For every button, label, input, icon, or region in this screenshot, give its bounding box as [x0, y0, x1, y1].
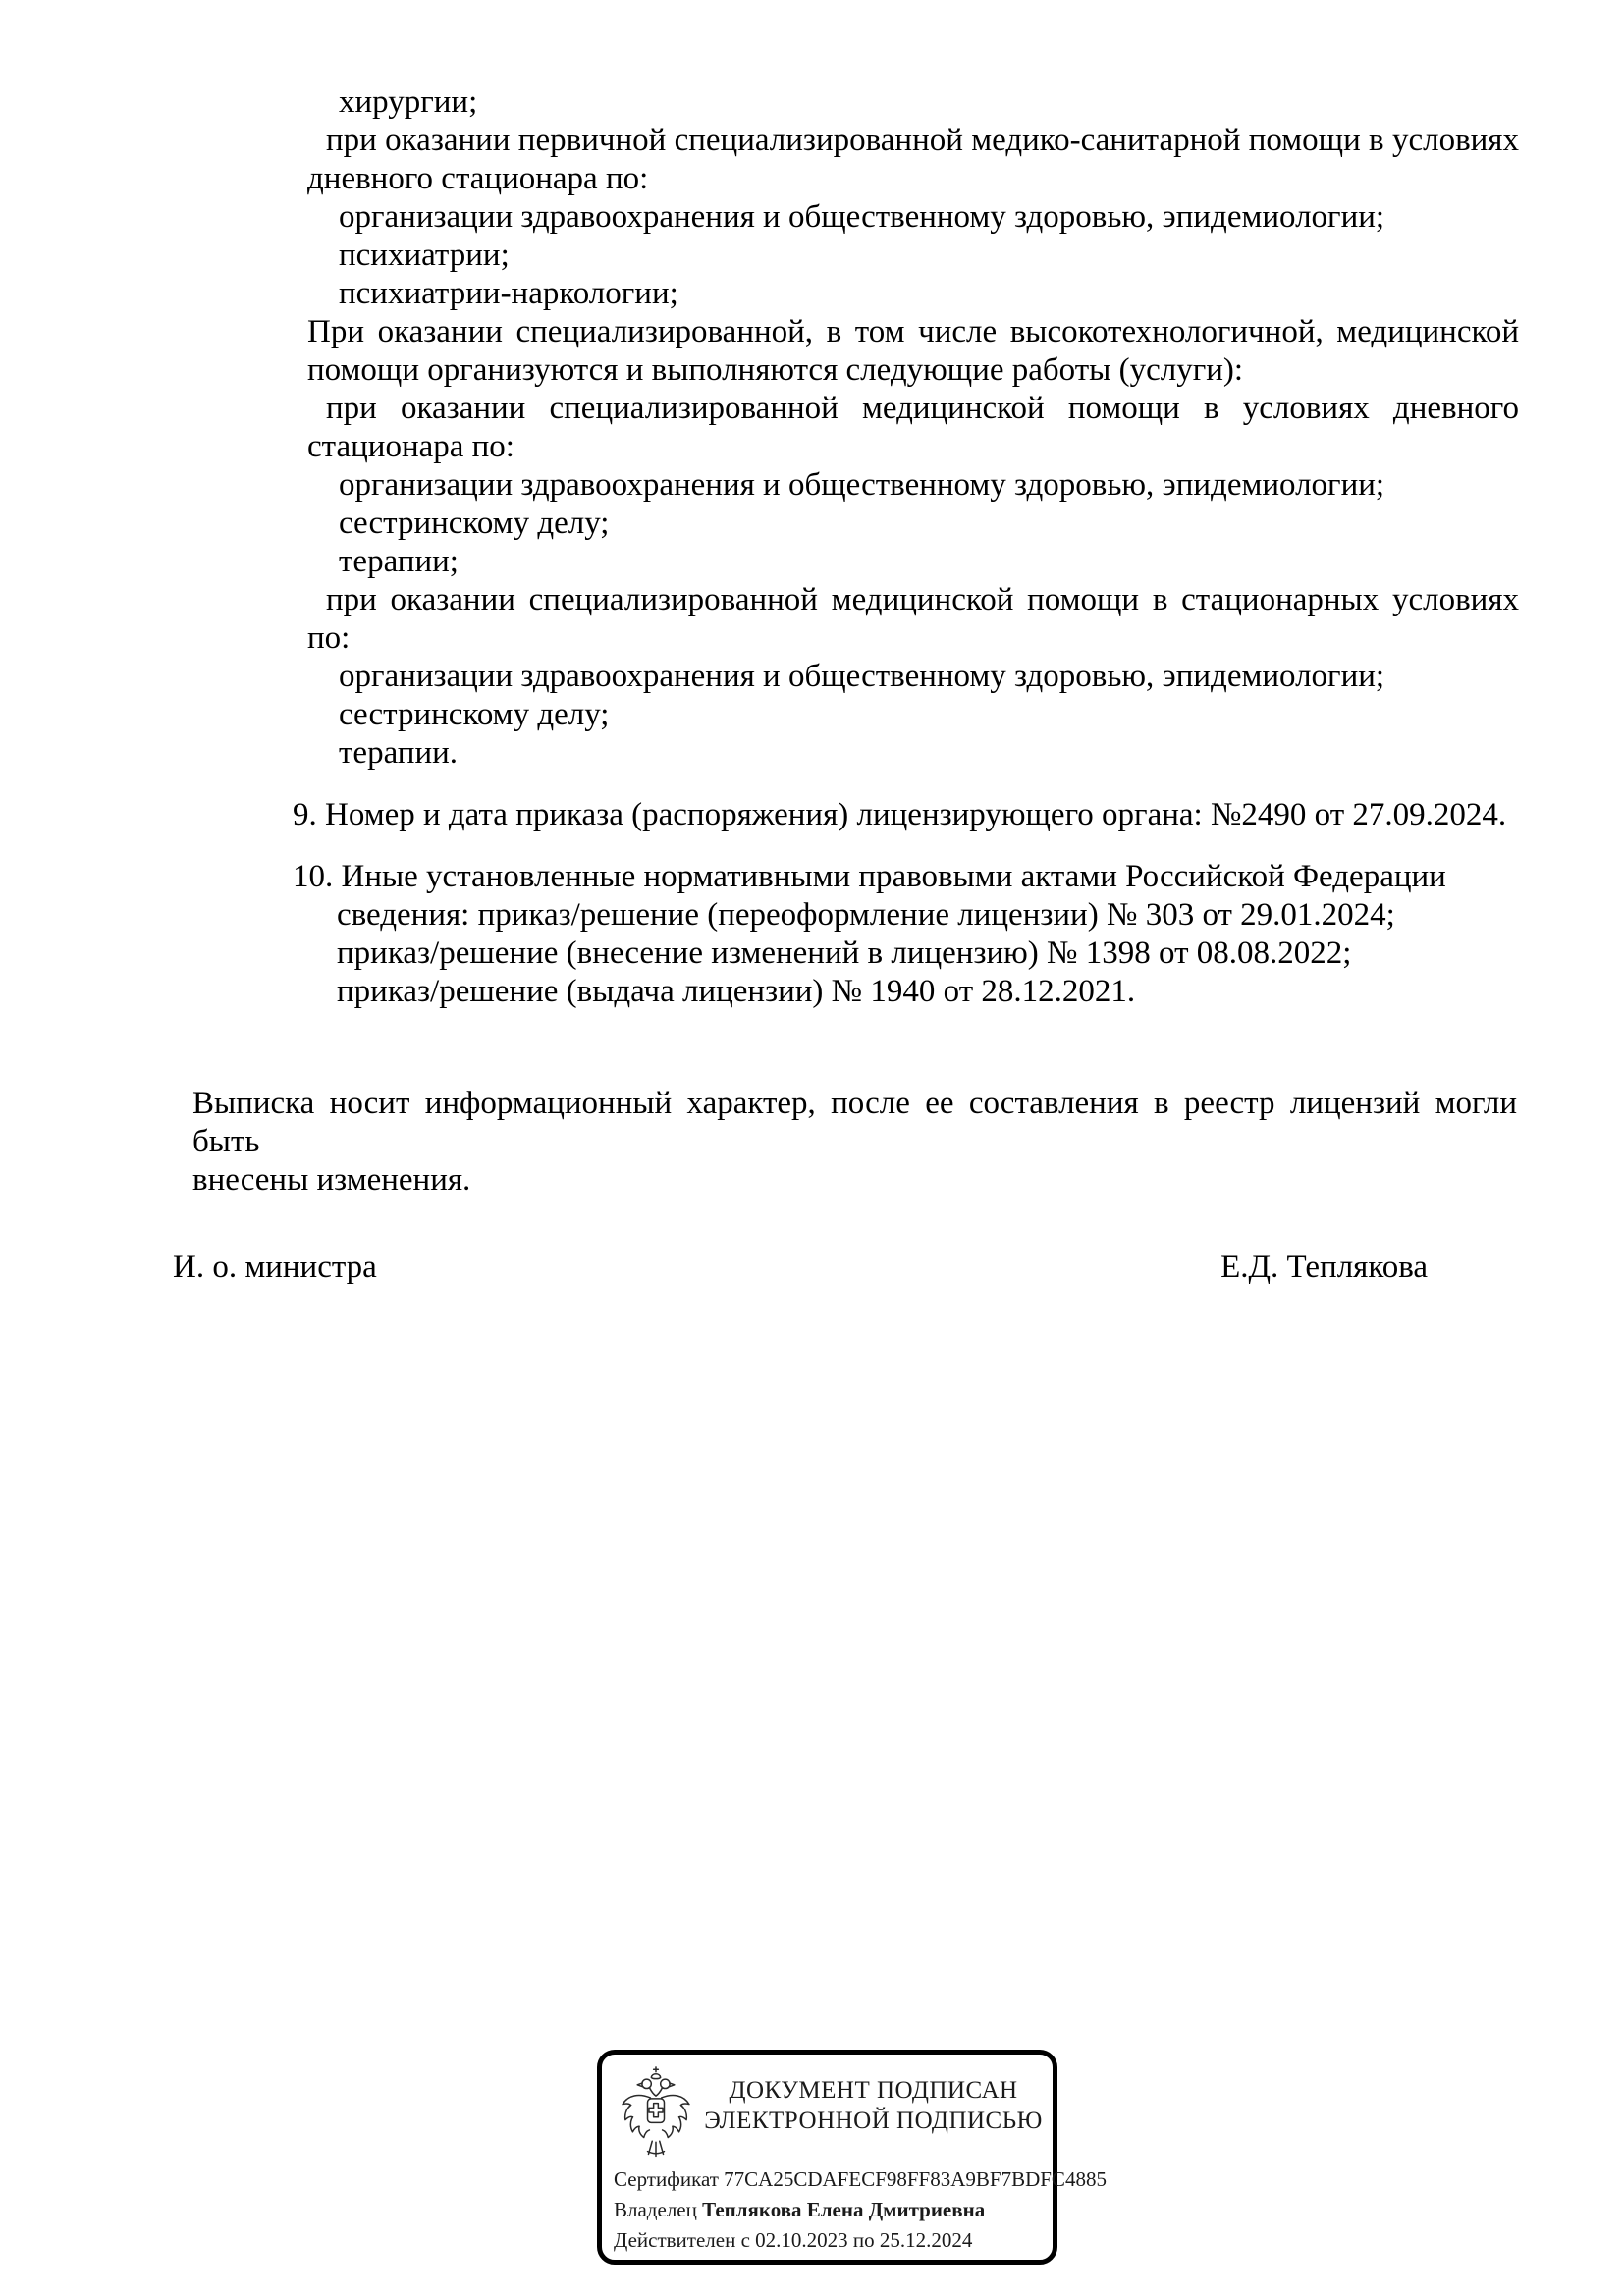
body-line: при оказании специализированной медицинской помощи в условиях дневного — [326, 391, 1519, 426]
stamp-details — [614, 2164, 1107, 2256]
certificate-line: Сертификат 77CA25CDAFECF98FF83A9BF7BDFC4885 — [614, 2167, 1107, 2191]
note-line: Выписка носит информационный характер, после ее составления в реестр лицензий могли быть — [192, 1086, 1517, 1159]
license-works-section — [0, 83, 1624, 1011]
signature-position: И. о. министра — [173, 1250, 377, 1285]
body-line: организации здравоохранения и общественному здоровью, эпидемиологии; — [339, 467, 1385, 503]
roszdravnadzor-emblem-icon — [619, 2065, 693, 2162]
note-line: внесены изменения. — [192, 1162, 471, 1198]
body-line: по: — [307, 620, 351, 656]
body-line: терапии. — [339, 735, 459, 771]
owner-line: Владелец Теплякова Елена Дмитриевна — [614, 2198, 986, 2221]
body-line: организации здравоохранения и общественному здоровью, эпидемиологии; — [339, 659, 1385, 694]
body-line: при оказании первичной специализированной медико-санитарной помощи в условиях — [326, 123, 1519, 158]
body-line: терапии; — [339, 544, 459, 579]
informational-note — [192, 1085, 1517, 1200]
body-line: психиатрии-наркологии; — [339, 276, 678, 311]
stamp-title — [700, 2075, 1047, 2136]
other-info-line: приказ/решение (внесение изменений в лицензию) № 1398 от 08.08.2022; — [337, 935, 1352, 971]
body-line: стационара по: — [307, 429, 514, 464]
electronic-signature-stamp — [597, 2050, 1107, 2265]
body-line: организации здравоохранения и общественному здоровью, эпидемиологии; — [339, 199, 1385, 235]
other-info-line: 10. Иные установленные нормативными правовыми актами Российской Федерации — [293, 859, 1446, 894]
stamp-title-line: ДОКУМЕНТ ПОДПИСАН — [729, 2077, 1018, 2104]
body-line: при оказании специализированной медицинской помощи в стационарных условиях — [326, 582, 1519, 617]
body-line: сестринскому делу; — [339, 697, 610, 732]
other-info-line: сведения: приказ/решение (переоформление лицензии) № 303 от 29.01.2024; — [337, 897, 1395, 933]
other-info-line: приказ/решение (выдача лицензии) № 1940 от 28.12.2021. — [337, 974, 1136, 1009]
body-line: психиатрии; — [339, 238, 510, 273]
order-number-line: 9. Номер и дата приказа (распоряжения) лицензирующего органа: №2490 от 27.09.2024. — [293, 797, 1507, 832]
signature-row — [173, 1249, 1428, 1287]
body-line: При оказании специализированной, в том числе высокотехнологичной, медицинской — [307, 314, 1519, 349]
signature-name: Е.Д. Теплякова — [1220, 1250, 1428, 1285]
body-line: хирургии; — [339, 84, 478, 120]
validity-line: Действителен с 02.10.2023 по 25.12.2024 — [614, 2228, 973, 2252]
body-line: сестринскому делу; — [339, 506, 610, 541]
body-line: помощи организуются и выполняются следующие работы (услуги): — [307, 352, 1244, 388]
stamp-title-line: ЭЛЕКТРОННОЙ ПОДПИСЬЮ — [704, 2108, 1043, 2134]
body-line: дневного стационара по: — [307, 161, 649, 196]
